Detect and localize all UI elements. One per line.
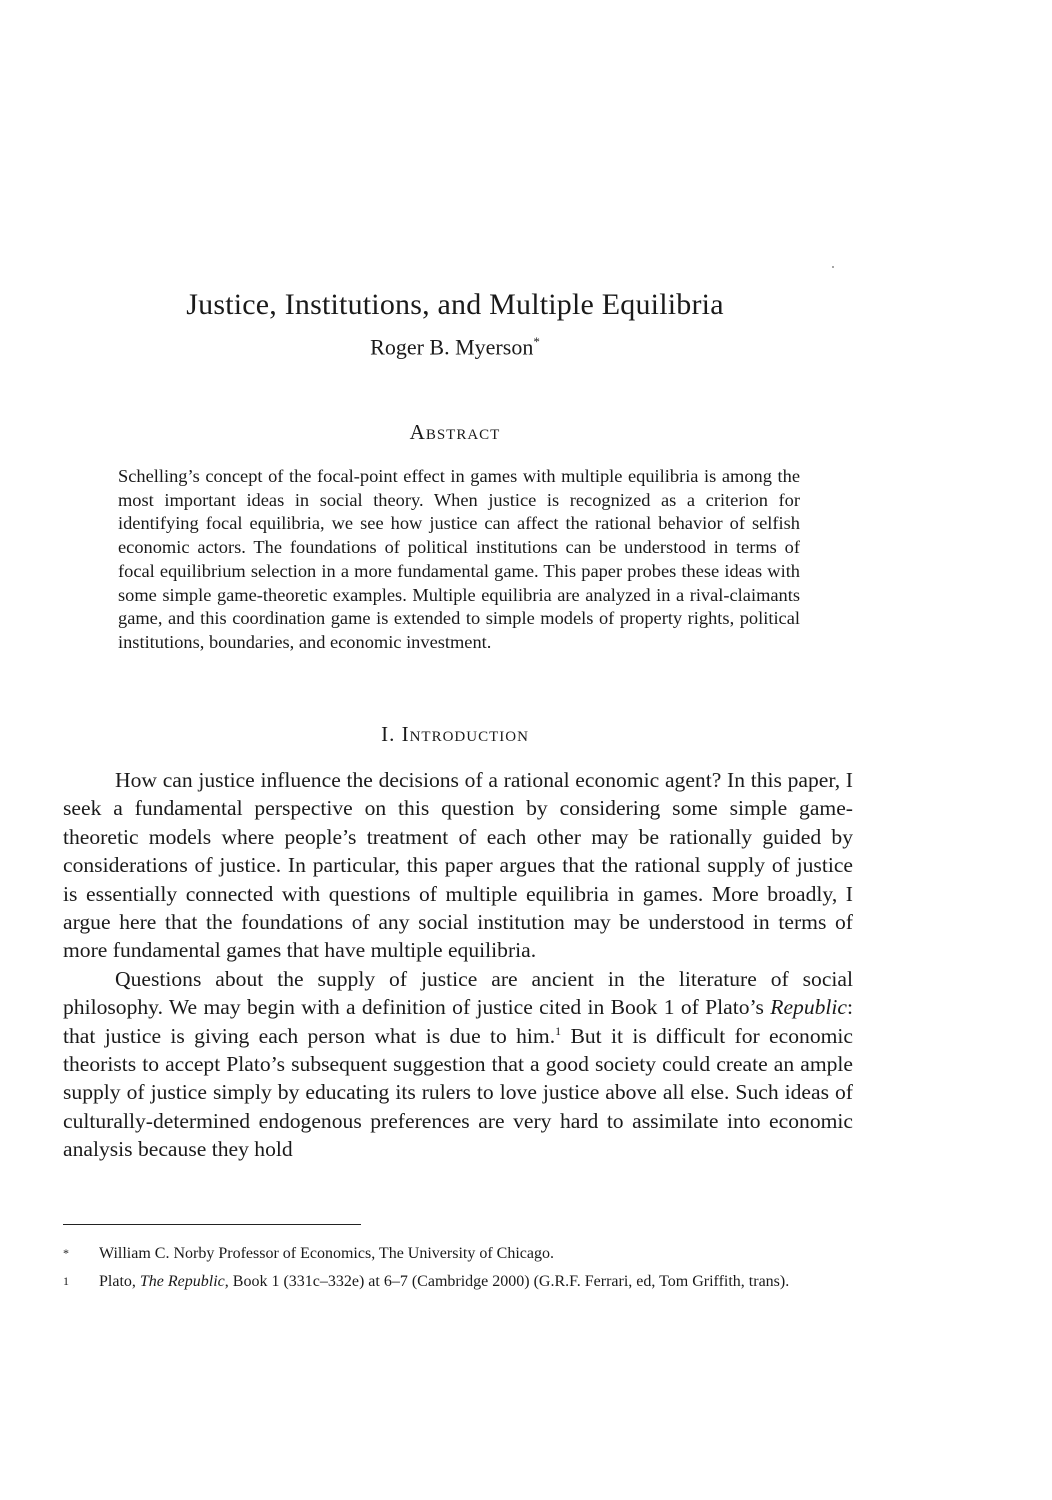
paragraph-1: How can justice influence the decisions of a rational economic agent? In this paper, I seek a fundamental perspective on this question by considering some simple game-theoretic models where people’s treatment of each other may be rationally guided by considerations of justice. In particular, this paper argues that the rational supply of justice is essentially connected with questions of multiple equilibria in games. More broadly, I argue here that the foundations of any social institution may be understood in terms of more fundamental games that have multiple equilibria. <box>63 768 853 963</box>
footnote-1-text-start: Plato, <box>99 1273 140 1290</box>
paragraph-2-rest: But it is difficult for economic theorists to accept Plato’s subsequent suggestion that a good society could create an ample supply of justice simply by educating its rulers to love justice above all else. Such ideas of culturally-determined endogenous preferences are very hard to assimilate into economic analysis because they hold <box>63 1023 853 1162</box>
section-heading-introduction: I. Introduction <box>381 722 529 746</box>
author-footnote-mark[interactable]: * <box>533 334 540 349</box>
footnote-author <box>63 1243 853 1264</box>
footnote-1 <box>63 1271 853 1292</box>
footnote-1-mark: 1 <box>63 1274 69 1288</box>
paper-title: Justice, Institutions, and Multiple Equilibria <box>186 288 724 321</box>
author-name: Roger B. Myerson <box>370 334 534 360</box>
paragraph-2-start: Questions about the supply of justice are ancient in the literature of social philosophy. We may begin with a definition of justice cited in Book 1 of Plato’s <box>63 966 853 1020</box>
footnote-1-text-rest: , Book 1 (331c–332e) at 6–7 (Cambridge 2000) (G.R.F. Ferrari, ed, Tom Griffith, trans). <box>224 1273 790 1290</box>
footnote-ref-1[interactable]: 1 <box>555 1023 562 1038</box>
body-text <box>63 766 853 1164</box>
paragraph-2-definition: : that justice is giving each person what is due to him. <box>63 995 853 1048</box>
scan-speck <box>832 266 834 268</box>
abstract-text: Schelling’s concept of the focal-point effect in games with multiple equilibria is among the most important ideas in social theory. When justice is recognized as a criterion for identifying focal equilibria, we see how justice can affect the rational behavior of selfish economic actors. The foundations of political institutions can be understood in terms of focal equilibrium selection in a more fundamental game. This paper probes these ideas with some simple game-theoretic examples. Multiple equilibria are analyzed in a rival-claimants game, and this coordination game is extended to simple models of property rights, political institutions, boundaries, and economic investment. <box>118 466 800 652</box>
republic-italic: Republic <box>770 995 847 1020</box>
footnotes <box>63 1243 853 1299</box>
abstract-heading: Abstract <box>409 420 501 444</box>
paragraph-2 <box>63 965 853 1164</box>
author-line <box>0 334 910 360</box>
footnote-rule <box>63 1224 361 1225</box>
footnote-1-italic-title: The Republic <box>139 1273 225 1290</box>
footnote-author-mark: * <box>63 1246 69 1260</box>
footnote-author-text: William C. Norby Professor of Economics, The University of Chicago. <box>99 1245 554 1262</box>
